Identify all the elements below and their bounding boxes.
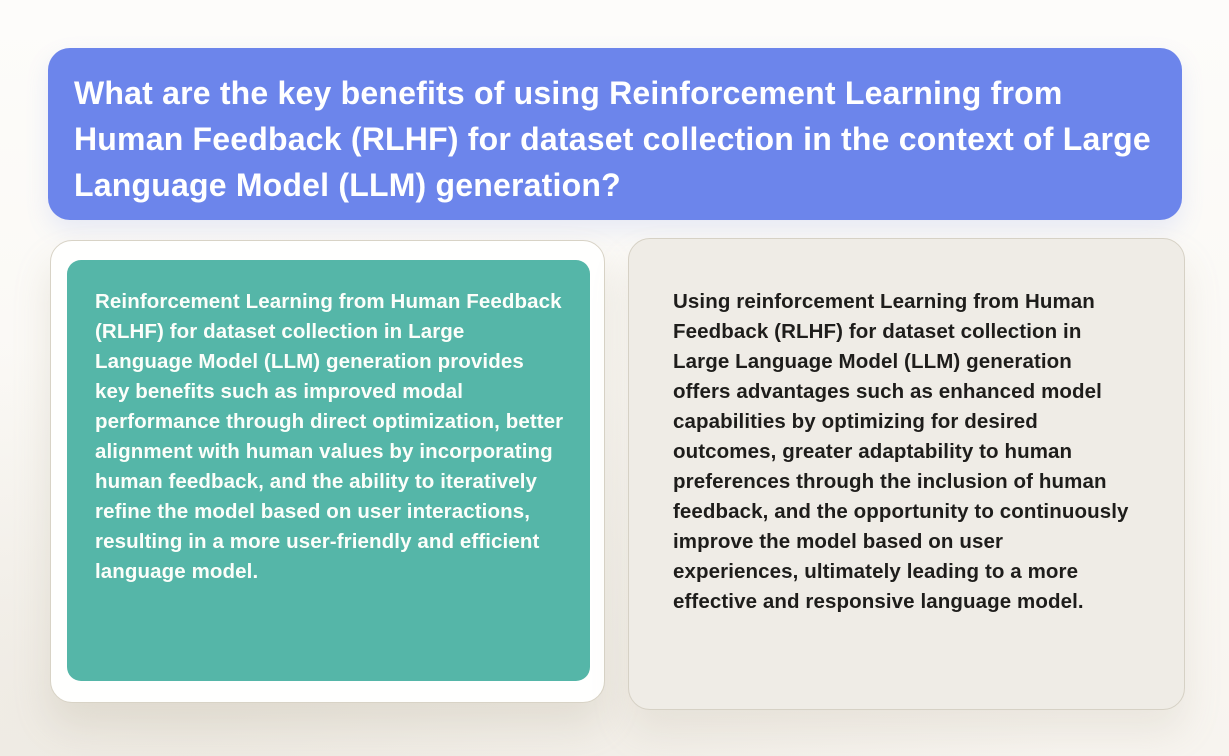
question-card	[48, 48, 1182, 220]
answer-b-text: Using reinforcement Learning from Human Feedback (RLHF) for dataset collection in Large Language Model (LLM) generation offers advantages such as enhanced model capabilities by optimizing for desired outcomes, greater adaptability to human preferences through the inclusion of human feedback, and the opportunity to continuously improve the model based on user experiences, ultimately leading to a more effective and responsive language model.	[673, 290, 1129, 613]
answer-a-container[interactable]	[50, 240, 605, 703]
answer-b-card[interactable]	[628, 238, 1185, 710]
question-text: What are the key benefits of using Reinforcement Learning from Human Feedback (RLHF) for dataset collection in the context of Large Language Model (LLM) generation?	[74, 75, 1151, 203]
answer-a-text: Reinforcement Learning from Human Feedback (RLHF) for dataset collection in Large Language Model (LLM) generation provides key benefits such as improved modal performance through direct optimization, better alignment with human values by incorporating human feedback, and the ability to iteratively refine the model based on user interactions, resulting in a more user-friendly and efficient language model.	[95, 290, 564, 583]
answer-a-card[interactable]	[67, 260, 590, 681]
